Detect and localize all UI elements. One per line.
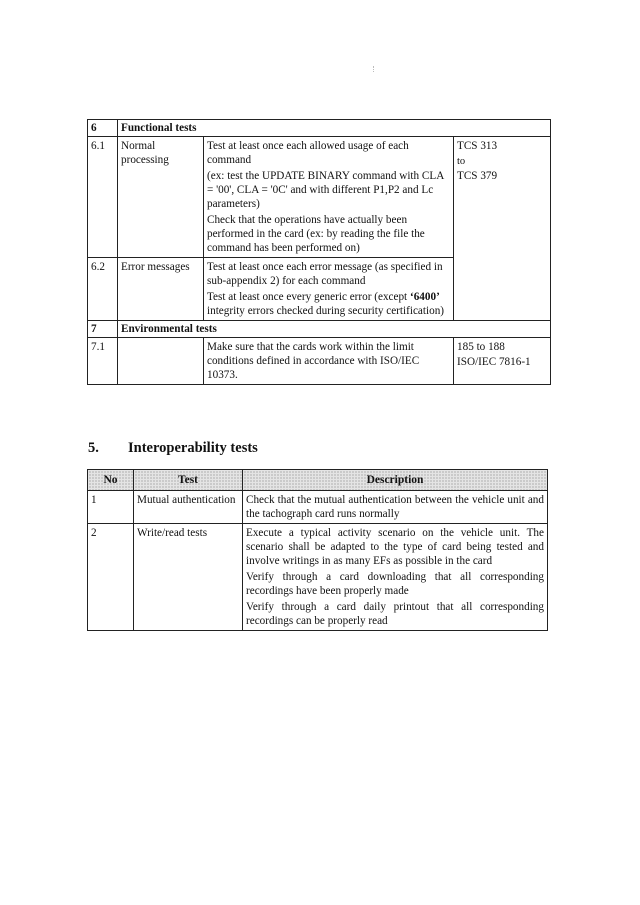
- section-row-functional: [88, 120, 551, 137]
- section-title: Functional tests: [118, 120, 551, 137]
- reference-line: to: [457, 156, 466, 167]
- description-paragraph: Execute a typical activity scenario on the vehicle unit. The scenario shall be adapted to the type of card being tested and involve writings in as many EFs as possible in the card: [246, 527, 544, 567]
- table-row: [88, 137, 551, 258]
- row-number: 7.1: [88, 338, 118, 385]
- row-description: [243, 524, 548, 631]
- heading-number: 5.: [88, 440, 99, 456]
- reference-line: ISO/IEC 7816-1: [457, 356, 531, 368]
- reference-line: TCS 379: [457, 170, 498, 182]
- section-number: 6: [88, 120, 118, 137]
- header-row: [88, 470, 548, 491]
- description-paragraph: Test at least once each allowed usage of each command: [207, 140, 409, 166]
- row-description: [243, 491, 548, 524]
- row-reference: [454, 338, 551, 385]
- row-number: 6.1: [88, 137, 118, 258]
- section-number: 7: [88, 321, 118, 338]
- description-paragraph: Verify through a card downloading that all corresponding recordings have been properly made: [246, 571, 544, 597]
- row-test-name: Error messages: [118, 258, 204, 321]
- description-paragraph: Test at least once each error message (as specified in sub-appendix 2) for each command: [207, 261, 443, 287]
- row-number: 2: [88, 524, 134, 631]
- scan-mark: [373, 66, 375, 72]
- description-paragraph: Make sure that the cards work within the limit conditions defined in accordance with ISO/IEC 10373.: [207, 341, 420, 381]
- row-test-name: [118, 338, 204, 385]
- row-number: 1: [88, 491, 134, 524]
- section-heading: [88, 440, 258, 457]
- table-row: [88, 524, 548, 631]
- description-paragraph: (ex: test the UPDATE BINARY command with CLA = '00', CLA = '0C' and with different P1,P2 and Lc parameters): [207, 170, 444, 210]
- row-description: [204, 137, 454, 258]
- error-code: ‘6400’: [409, 291, 440, 303]
- row-reference: [454, 137, 551, 321]
- text-run: integrity errors checked during security certification): [207, 305, 445, 317]
- functional-tests-table: [87, 119, 551, 385]
- text-run: Test at least once every generic error (except: [207, 291, 410, 303]
- row-number: 6.2: [88, 258, 118, 321]
- section-row-environmental: [88, 321, 551, 338]
- description-paragraph: Check that the operations have actually been performed in the card (ex: by reading the file the command has been performed on): [207, 214, 425, 254]
- interoperability-tests-table: [87, 469, 548, 631]
- row-test-name: Normal processing: [118, 137, 204, 258]
- column-header-test: Test: [134, 470, 243, 491]
- description-paragraph: Verify through a card daily printout that all corresponding recordings can be properly read: [246, 601, 544, 627]
- reference-line: 185 to 188: [457, 341, 505, 353]
- row-test-name: Mutual authentication: [134, 491, 243, 524]
- description-paragraph: [207, 290, 450, 318]
- row-test-name: Write/read tests: [134, 524, 243, 631]
- table-row: [88, 491, 548, 524]
- section-title: Environmental tests: [118, 321, 551, 338]
- table-row: [88, 338, 551, 385]
- column-header-no: No: [88, 470, 134, 491]
- description-paragraph: Check that the mutual authentication between the vehicle unit and the tachograph card runs normally: [246, 494, 544, 520]
- row-description: [204, 258, 454, 321]
- heading-title: Interoperability tests: [128, 440, 258, 456]
- row-description: [204, 338, 454, 385]
- reference-line: TCS 313: [457, 140, 498, 152]
- column-header-description: Description: [243, 470, 548, 491]
